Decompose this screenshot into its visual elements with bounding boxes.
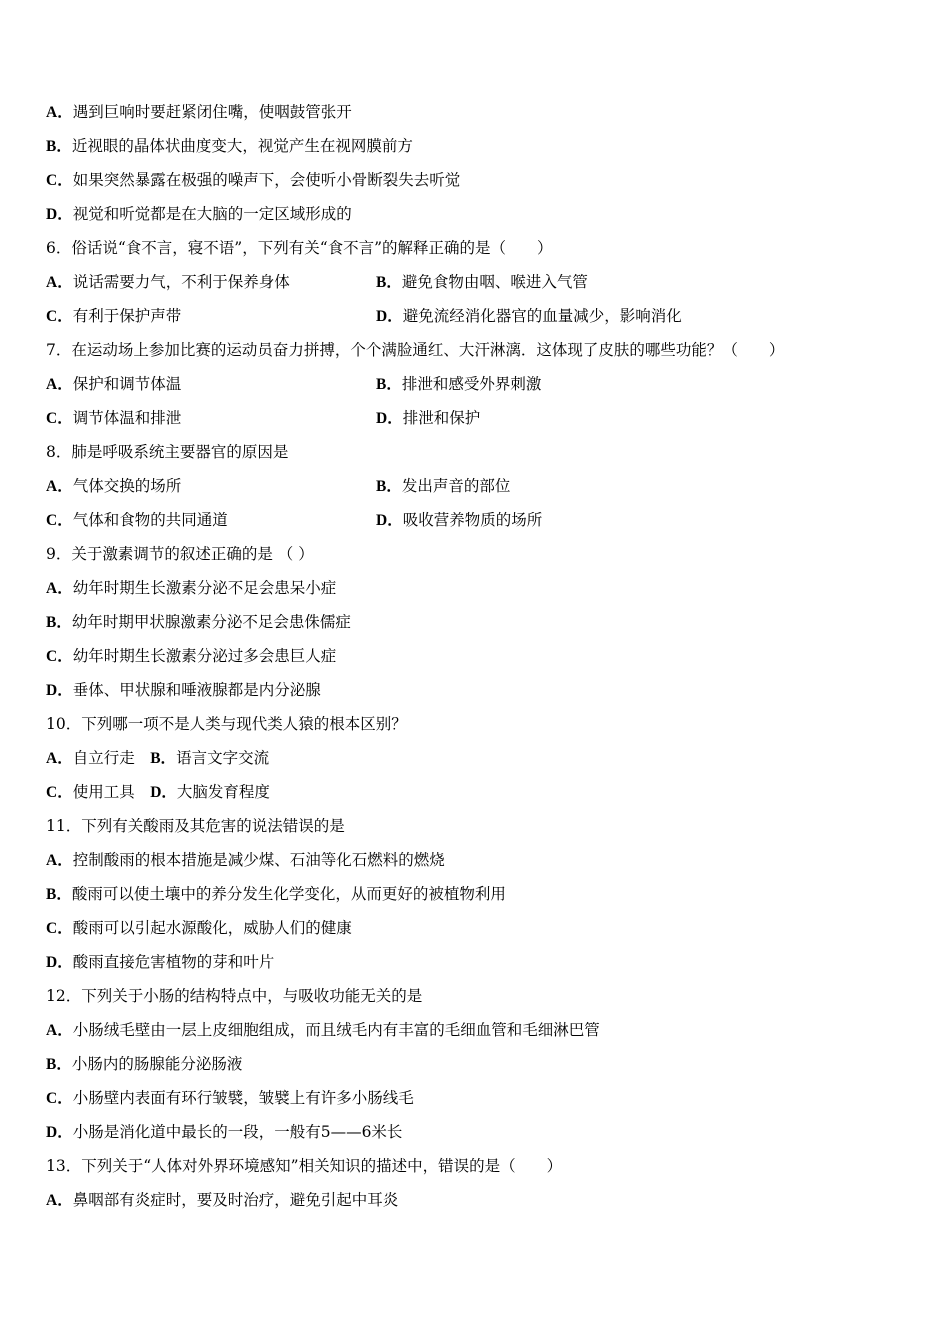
option-key: D． bbox=[376, 512, 403, 529]
answer-option-right bbox=[376, 474, 510, 499]
option-key: C． bbox=[46, 920, 73, 937]
answer-option bbox=[46, 678, 321, 702]
option-key: A． bbox=[46, 580, 73, 597]
option-text: 语言文字交流 bbox=[176, 749, 270, 767]
option-key: D． bbox=[150, 784, 177, 801]
answer-option bbox=[46, 610, 351, 634]
option-key: B． bbox=[376, 478, 402, 495]
option-text: 酸雨可以使土壤中的养分发生化学变化，从而更好的被植物利用 bbox=[71, 885, 506, 903]
answer-option-row bbox=[46, 406, 481, 430]
answer-option-row bbox=[46, 508, 543, 532]
answer-option-left bbox=[46, 375, 181, 393]
option-key: C． bbox=[46, 784, 73, 801]
question-stem: 10．下列哪一项不是人类与现代类人猿的根本区别？ bbox=[46, 715, 407, 733]
question-stem: 9．关于激素调节的叙述正确的是 （ ） bbox=[46, 545, 314, 563]
answer-option bbox=[46, 1052, 242, 1076]
option-text: 小肠绒毛壁由一层上皮细胞组成，而且绒毛内有丰富的毛细血管和毛细淋巴管 bbox=[72, 1021, 600, 1039]
answer-option bbox=[46, 882, 506, 906]
answer-option bbox=[46, 1086, 414, 1110]
answer-option-row bbox=[46, 304, 682, 328]
answer-option-left bbox=[46, 409, 181, 427]
answer-option-left bbox=[46, 477, 181, 495]
answer-option bbox=[46, 100, 352, 124]
question-stem: 11．下列有关酸雨及其危害的说法错误的是 bbox=[46, 817, 345, 835]
option-text: 酸雨可以引起水源酸化，威胁人们的健康 bbox=[72, 919, 352, 937]
option-text: 小肠是消化道中最长的一段，一般有5——6米长 bbox=[72, 1123, 403, 1141]
option-text: 大脑发育程度 bbox=[176, 783, 270, 801]
option-key: B． bbox=[376, 274, 402, 291]
option-text: 气体交换的场所 bbox=[72, 477, 182, 495]
question-stem: 8．肺是呼吸系统主要器官的原因是 bbox=[46, 443, 289, 461]
option-key: C． bbox=[46, 648, 73, 665]
option-text: 避免流经消化器官的血量减少，影响消化 bbox=[402, 307, 682, 325]
option-key: C． bbox=[46, 512, 73, 529]
answer-option bbox=[46, 1188, 398, 1212]
answer-option bbox=[46, 1120, 402, 1144]
answer-option-row bbox=[46, 474, 511, 498]
answer-option-right bbox=[376, 508, 542, 533]
option-key: A． bbox=[46, 274, 73, 291]
answer-option-left bbox=[46, 273, 290, 291]
option-text: 视觉和听觉都是在大脑的一定区域形成的 bbox=[72, 205, 352, 223]
option-key: B． bbox=[46, 1056, 72, 1073]
answer-option bbox=[46, 950, 274, 974]
option-key: A． bbox=[46, 750, 73, 767]
option-key: B． bbox=[46, 138, 72, 155]
option-key: B． bbox=[150, 750, 177, 767]
question-stem: 12．下列关于小肠的结构特点中，与吸收功能无关的是 bbox=[46, 987, 423, 1005]
option-key: A． bbox=[46, 104, 73, 121]
option-text: 幼年时期甲状腺激素分泌不足会患侏儒症 bbox=[71, 613, 351, 631]
option-key: A． bbox=[46, 376, 73, 393]
option-key: A． bbox=[46, 1192, 73, 1209]
option-text: 气体和食物的共同通道 bbox=[72, 511, 228, 529]
option-key: C． bbox=[46, 172, 73, 189]
option-text: 小肠内的肠腺能分泌肠液 bbox=[71, 1055, 243, 1073]
option-text: 如果突然暴露在极强的噪声下，会使听小骨断裂失去听觉 bbox=[72, 171, 461, 189]
option-text: 避免食物由咽、喉进入气管 bbox=[401, 273, 588, 291]
answer-option-row bbox=[46, 270, 588, 294]
answer-option-row bbox=[46, 780, 270, 804]
option-key: C． bbox=[46, 410, 73, 427]
option-key: D． bbox=[376, 410, 403, 427]
answer-option-right bbox=[376, 372, 541, 397]
answer-option-row bbox=[46, 372, 542, 396]
option-key: D． bbox=[46, 1124, 73, 1141]
option-key: D． bbox=[46, 682, 73, 699]
answer-option bbox=[46, 644, 336, 668]
option-key: B． bbox=[46, 614, 72, 631]
option-key: B． bbox=[376, 376, 402, 393]
option-text: 幼年时期生长激素分泌过多会患巨人症 bbox=[72, 647, 337, 665]
answer-option-right bbox=[376, 270, 588, 295]
option-key: B． bbox=[46, 886, 72, 903]
option-text: 近视眼的晶体状曲度变大，视觉产生在视网膜前方 bbox=[71, 137, 413, 155]
option-text: 排泄和感受外界刺激 bbox=[401, 375, 542, 393]
option-text: 鼻咽部有炎症时，要及时治疗，避免引起中耳炎 bbox=[72, 1191, 399, 1209]
option-key: D． bbox=[46, 206, 73, 223]
answer-option bbox=[46, 576, 336, 600]
answer-option-left bbox=[46, 511, 228, 529]
answer-option bbox=[46, 202, 352, 226]
question-stem: 13．下列关于“人体对外界环境感知”相关知识的描述中，错误的是（ ） bbox=[46, 1157, 563, 1175]
answer-option bbox=[46, 848, 445, 872]
option-text: 发出声音的部位 bbox=[401, 477, 511, 495]
answer-option-left bbox=[46, 307, 181, 325]
option-text: 调节体温和排泄 bbox=[72, 409, 182, 427]
option-text: 保护和调节体温 bbox=[72, 375, 182, 393]
option-key: C． bbox=[46, 308, 73, 325]
answer-option-row bbox=[46, 746, 269, 770]
option-text: 控制酸雨的根本措施是减少煤、石油等化石燃料的燃烧 bbox=[72, 851, 445, 869]
option-key: A． bbox=[46, 1022, 73, 1039]
option-text: 自立行走 bbox=[72, 749, 151, 767]
answer-option bbox=[46, 916, 352, 940]
option-text: 幼年时期生长激素分泌不足会患呆小症 bbox=[72, 579, 337, 597]
option-key: A． bbox=[46, 852, 73, 869]
option-text: 排泄和保护 bbox=[402, 409, 481, 427]
option-key: D． bbox=[46, 954, 73, 971]
answer-option-right bbox=[376, 406, 480, 431]
option-text: 说话需要力气，不利于保养身体 bbox=[72, 273, 290, 291]
question-stem: 6．俗话说“食不言，寝不语”，下列有关“食不言”的解释正确的是（ ） bbox=[46, 239, 553, 257]
option-key: C． bbox=[46, 1090, 73, 1107]
answer-option bbox=[46, 168, 460, 192]
option-text: 使用工具 bbox=[72, 783, 151, 801]
option-text: 吸收营养物质的场所 bbox=[402, 511, 543, 529]
option-text: 酸雨直接危害植物的芽和叶片 bbox=[72, 953, 275, 971]
option-text: 小肠壁内表面有环行皱襞，皱襞上有许多小肠线毛 bbox=[72, 1089, 414, 1107]
option-text: 遇到巨响时要赶紧闭住嘴，使咽鼓管张开 bbox=[72, 103, 352, 121]
answer-option-right bbox=[376, 304, 682, 329]
answer-option bbox=[46, 134, 413, 158]
option-key: A． bbox=[46, 478, 73, 495]
option-text: 垂体、甲状腺和唾液腺都是内分泌腺 bbox=[72, 681, 321, 699]
option-text: 有利于保护声带 bbox=[72, 307, 182, 325]
answer-option bbox=[46, 1018, 600, 1042]
option-key: D． bbox=[376, 308, 403, 325]
question-stem: 7．在运动场上参加比赛的运动员奋力拼搏，个个满脸通红、大汗淋漓．这体现了皮肤的哪些功能？（ ） bbox=[46, 341, 785, 359]
